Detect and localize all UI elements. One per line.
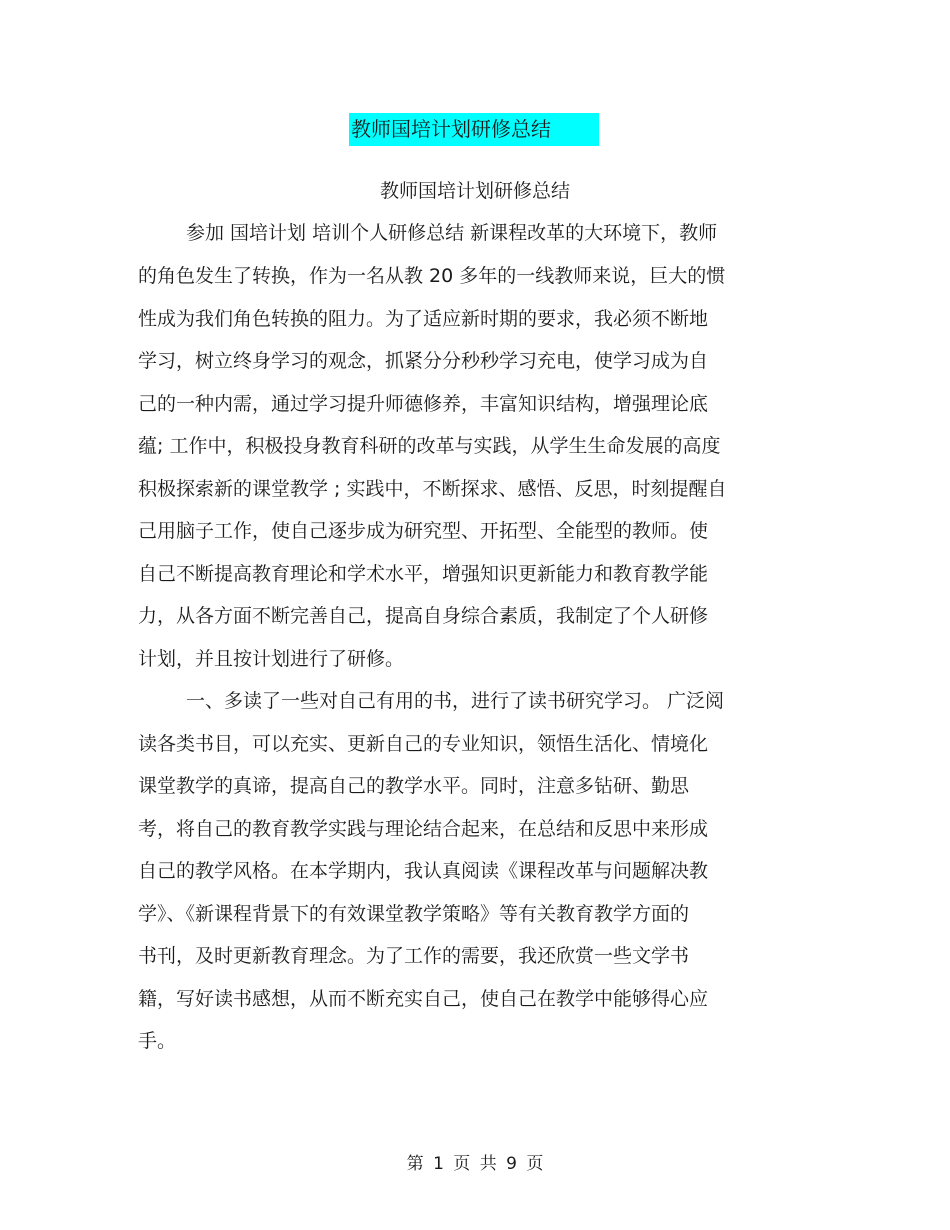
paragraph-line: 参加 国培计划 培训个人研修总结 新课程改革的大环境下，教师 [186, 222, 718, 244]
paragraph-line: 手。 [138, 1030, 177, 1052]
paragraph-line: 自己的教学风格。在本学期内，我认真阅读《课程改革与问题解决教 [138, 860, 709, 882]
paragraph-line: 自己不断提高教育理论和学术水平，增强知识更新能力和教育教学能 [138, 563, 709, 585]
paragraph-line: 读各类书目，可以充实、更新自己的专业知识，领悟生活化、情境化 [138, 733, 709, 755]
paragraph-line: 学》、《新课程背景下的有效课堂教学策略》等有关教育教学方面的 [138, 903, 690, 925]
document-title: 教师国培计划研修总结 [349, 113, 599, 146]
paragraph-line: 积极探索新的课堂教学 ; 实践中，不断探求、感悟、反思，时刻提醒自 [138, 478, 727, 500]
paragraph-line: 力，从各方面不断完善自己，提高自身综合素质，我制定了个人研修 [138, 605, 709, 627]
paragraph-line: 计划，并且按计划进行了研修。 [138, 648, 405, 670]
paragraph-line: 书刊，及时更新教育理念。为了工作的需要，我还欣赏一些文学书 [138, 945, 690, 967]
page-number: 第 1 页 共 9 页 [406, 1154, 544, 1174]
paragraph-line: 的角色发生了转换，作为一名从教 20 多年的一线教师来说，巨大的惯 [138, 265, 726, 287]
paragraph-line: 一、多读了一些对自己有用的书，进行了读书研究学习。 广泛阅 [186, 690, 725, 712]
paragraph-line: 籍，写好读书感想，从而不断充实自己，使自己在教学中能够得心应 [138, 988, 709, 1010]
paragraph-line: 己用脑子工作，使自己逐步成为研究型、开拓型、全能型的教师。使 [138, 520, 709, 542]
paragraph-line: 考，将自己的教育教学实践与理论结合起来，在总结和反思中来形成 [138, 818, 709, 840]
document-subtitle: 教师国培计划研修总结 [379, 180, 570, 202]
paragraph-line: 学习，树立终身学习的观念，抓紧分分秒秒学习充电，使学习成为自 [138, 350, 709, 372]
paragraph-line: 蕴; 工作中，积极投身教育科研的改革与实践，从学生生命发展的高度 [138, 435, 721, 457]
paragraph-line: 性成为我们角色转换的阻力。为了适应新时期的要求，我必须不断地 [138, 308, 709, 330]
paragraph-line: 课堂教学的真谛，提高自己的教学水平。同时，注意多钻研、勤思 [138, 775, 690, 797]
paragraph-line: 己的一种内需，通过学习提升师德修养，丰富知识结构，增强理论底 [138, 393, 709, 415]
